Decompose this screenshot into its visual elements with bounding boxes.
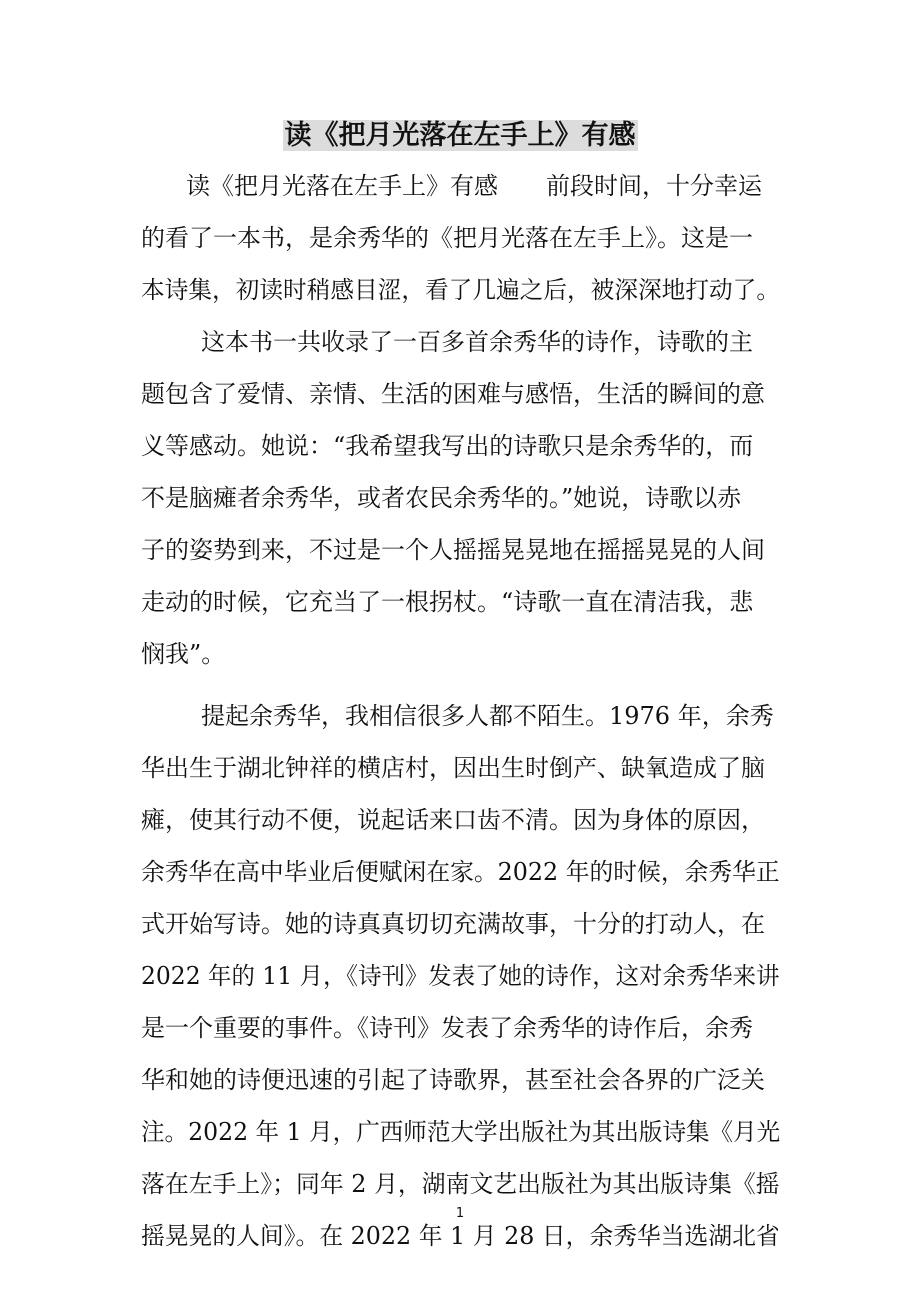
text-line: 华出生于湖北钟祥的横店村，因出生时倒产、缺氧造成了脑 [141,754,765,782]
page-number: 1 [455,1206,465,1221]
text-line: 这本书一共收录了一百多首余秀华的诗作，诗歌的主 [201,328,753,356]
text-line: 的看了一本书，是余秀华的《把月光落在左手上》。这是一 [141,224,753,252]
text-line: 悯我”。 [141,640,226,668]
text-line: 不是脑瘫者余秀华，或者农民余秀华的。”她说，诗歌以赤 [141,484,742,512]
text-line: 是一个重要的事件。《诗刊》发表了余秀华的诗作后，余秀 [141,1014,753,1042]
text-line: 2022 年的 11 月，《诗刊》发表了她的诗作，这对余秀华来讲 [141,962,780,990]
text-line: 摇晃晃的人间》。在 2022 年 1 月 28 日，余秀华当选湖北省 [141,1222,780,1250]
text-line: 华和她的诗便迅速的引起了诗歌界，甚至社会各界的广泛关 [141,1066,765,1094]
text-line: 瘫，使其行动不便，说起话来口齿不清。因为身体的原因， [141,806,765,834]
text-line: 读《把月光落在左手上》有感 前段时间，十分幸运 [186,172,762,200]
text-line: 义等感动。她说：“我希望我写出的诗歌只是余秀华的，而 [141,432,754,460]
text-line: 题包含了爱情、亲情、生活的困难与感悟，生活的瞬间的意 [141,380,765,408]
text-line: 子的姿势到来，不过是一个人摇摇晃晃地在摇摇晃晃的人间 [141,536,765,564]
page-title [0,114,920,158]
text-line: 落在左手上》；同年 2 月，湖南文艺出版社为其出版诗集《摇 [141,1170,780,1198]
text-line: 注。2022 年 1 月，广西师范大学出版社为其出版诗集《月光 [141,1118,781,1146]
text-line: 余秀华在高中毕业后便赋闲在家。2022 年的时候，余秀华正 [141,858,780,886]
text-line: 提起余秀华，我相信很多人都不陌生。1976 年，余秀 [201,702,774,730]
text-line: 走动的时候，它充当了一根拐杖。“诗歌一直在清洁我，悲 [141,588,754,616]
text-line: 本诗集，初读时稍感目涩，看了几遍之后，被深深地打动了。 [141,276,780,304]
text-line: 式开始写诗。她的诗真真切切充满故事，十分的打动人，在 [141,910,765,938]
page-title-text: 读《把月光落在左手上》有感 [284,120,636,151]
